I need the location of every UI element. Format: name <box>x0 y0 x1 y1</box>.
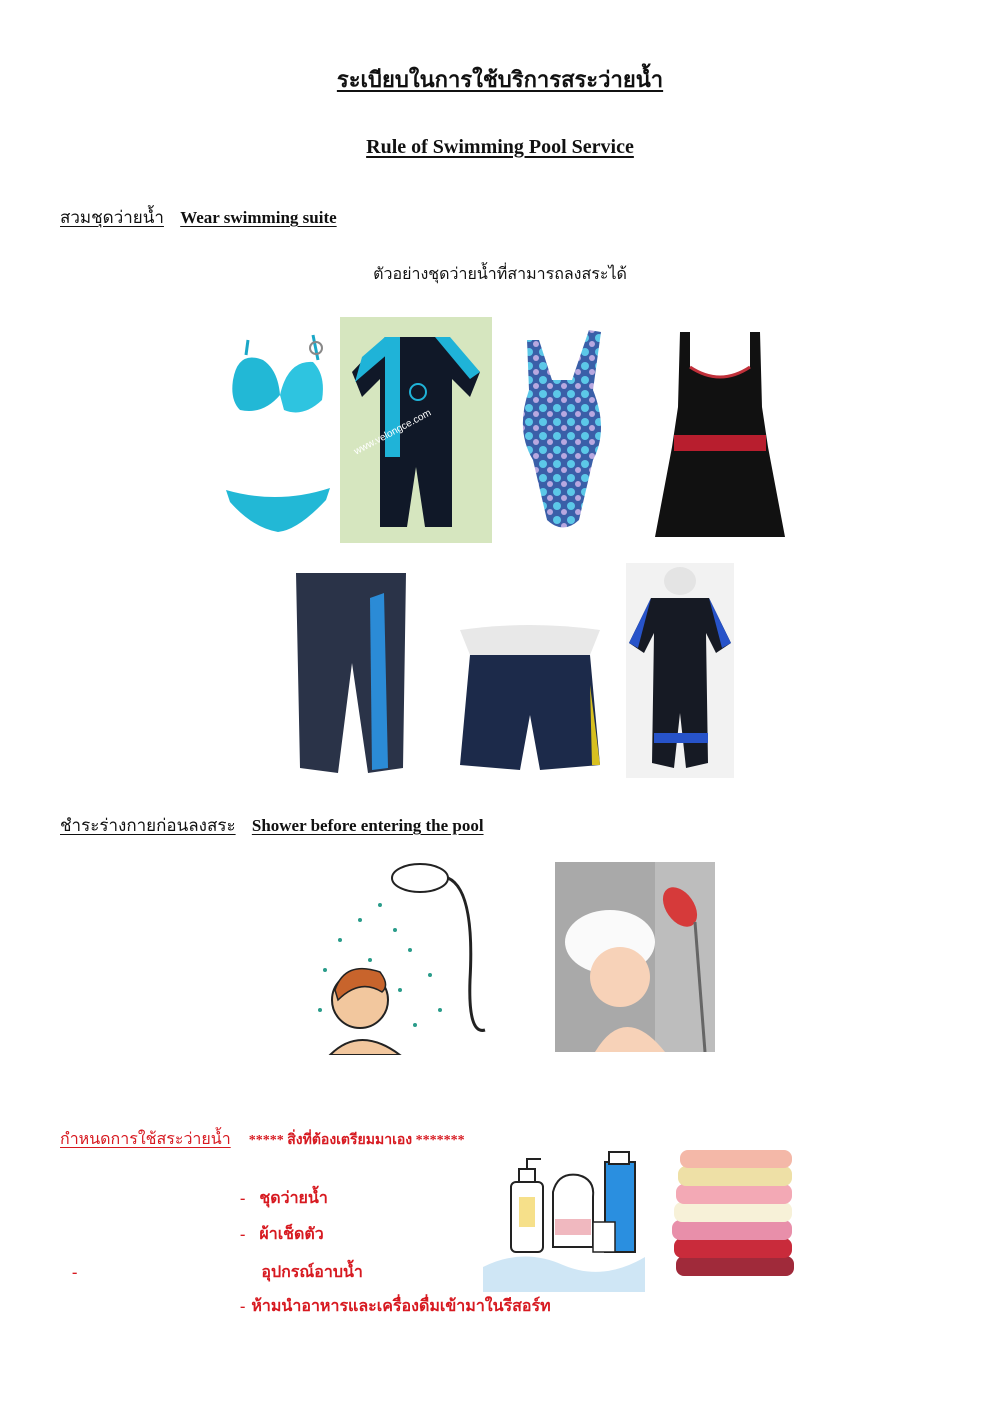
one-piece-swimsuit-image <box>497 320 623 542</box>
bikini-image <box>218 320 338 540</box>
list-item <box>240 1222 324 1247</box>
toiletries-image <box>483 1147 645 1292</box>
list-item-text: ชุดว่ายน้ำ <box>259 1190 328 1207</box>
list-item <box>240 1294 551 1319</box>
shower-cartoon-image <box>300 860 500 1055</box>
swimsuit-caption: ตัวอย่างชุดว่ายน้ำที่สามารถลงสระได้ <box>373 266 627 283</box>
wetsuit-image <box>626 563 734 778</box>
list-item-bullet: - <box>72 1264 78 1281</box>
list-item-bullet: - <box>240 1190 246 1207</box>
list-item-bullet: - <box>240 1298 246 1315</box>
section-heading-swimsuit-english: Wear swimming suite <box>180 208 337 227</box>
swim-trunks-image <box>440 625 620 780</box>
list-item-text: อุปกรณ์อาบน้ำ <box>261 1264 363 1281</box>
list-item-bullet: - <box>240 1226 246 1243</box>
swim-dress-image <box>650 327 790 543</box>
watermark-text: www.velongce.com <box>352 407 434 458</box>
towels-image <box>668 1148 800 1282</box>
bring-note: ***** สิ่งที่ต้องเตรียมมาเอง ******* <box>248 1133 465 1148</box>
rash-suit-image <box>340 317 492 543</box>
list-item-text: ห้ามนำอาหารและเครื่องดื่มเข้ามาในรีสอร์ท <box>251 1298 551 1315</box>
section-heading-shower <box>60 812 484 839</box>
list-item <box>72 1260 363 1285</box>
page-title-english: Rule of Swimming Pool Service <box>366 136 634 158</box>
list-item <box>240 1186 328 1211</box>
section-heading-shower-thai: ชำระร่างกายก่อนลงสระ <box>60 816 236 835</box>
shower-child-image <box>555 862 715 1052</box>
list-item-text: ผ้าเช็ดตัว <box>259 1226 324 1243</box>
section-heading-shower-english: Shower before entering the pool <box>251 816 484 835</box>
jammer-shorts-image <box>288 568 413 780</box>
section-heading-swimsuit <box>60 204 337 231</box>
section-heading-swimsuit-thai: สวมชุดว่ายน้ำ <box>60 208 164 227</box>
page-title-thai: ระเบียบในการใช้บริการสระว่ายน้ำ <box>336 67 664 92</box>
section-heading-rules <box>60 1127 465 1152</box>
section-heading-rules-thai: กำหนดการใช้สระว่ายน้ำ <box>60 1131 231 1148</box>
